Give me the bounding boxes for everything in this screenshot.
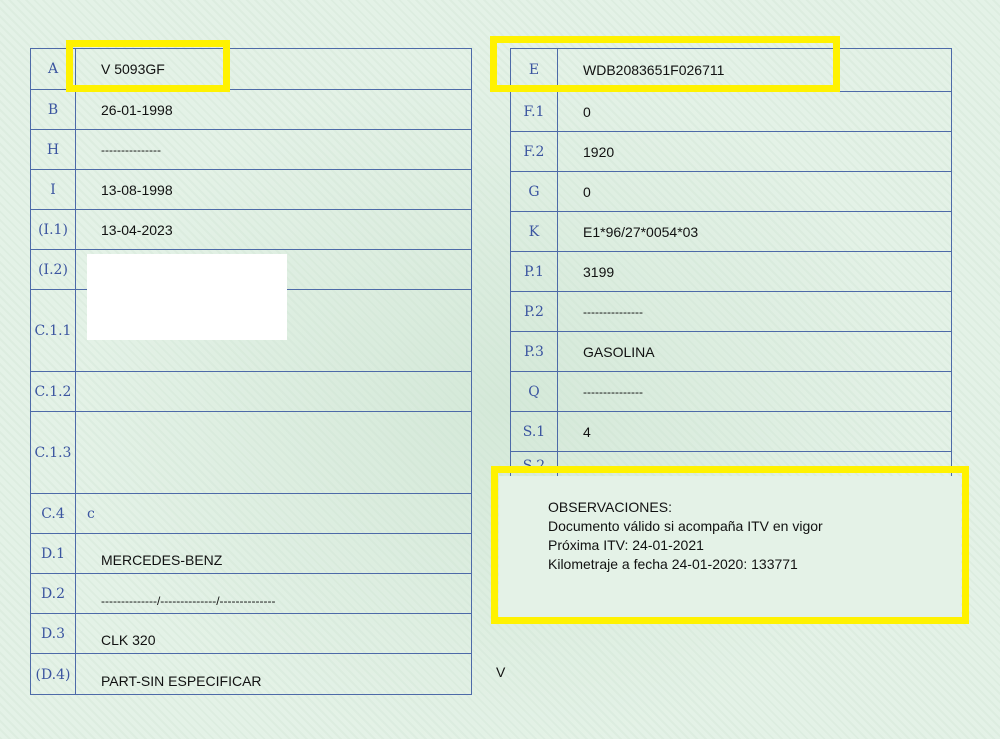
field-code-k: K: [511, 212, 558, 252]
table-row: [31, 129, 471, 170]
table-row: [511, 411, 951, 452]
table-row: [31, 573, 471, 614]
table-row: [511, 211, 951, 252]
field-code-d1: D.1: [31, 534, 76, 574]
field-value-s2: ---------------: [583, 460, 643, 474]
field-code-e: E: [511, 49, 558, 91]
field-value-p3: GASOLINA: [583, 344, 655, 360]
observaciones-line: Kilometraje a fecha 24-01-2020: 133771: [548, 556, 798, 572]
field-code-c11: C.1.1: [31, 290, 76, 372]
field-value-d2: --------------/--------------/--------------: [101, 594, 276, 608]
field-code-h: H: [31, 130, 76, 170]
field-value-f1: 0: [583, 104, 591, 120]
field-value-h: ---------------: [101, 143, 161, 157]
field-value-i: 13-08-1998: [101, 182, 173, 198]
field-code-s1: S.1: [511, 412, 558, 452]
field-code-c4: C.4: [31, 494, 76, 534]
table-row: [31, 209, 471, 250]
table-row: [511, 171, 951, 212]
field-value-i1: 13-04-2023: [101, 222, 173, 238]
table-row: [31, 89, 471, 130]
table-row: [31, 493, 471, 534]
field-value-q: ---------------: [583, 385, 643, 399]
field-value-p2: ---------------: [583, 305, 643, 319]
redacted-area: [87, 254, 287, 340]
table-row: [511, 251, 951, 292]
field-value-e: WDB2083651F026711: [583, 62, 725, 78]
field-value-d4: PART-SIN ESPECIFICAR: [101, 673, 262, 689]
field-code-d3: D.3: [31, 614, 76, 654]
field-code-g: G: [511, 172, 558, 212]
observaciones-line: Documento válido si acompaña ITV en vigor: [548, 518, 823, 534]
field-code-s2: S.2: [511, 452, 558, 492]
left-field-table: [30, 48, 472, 695]
field-code-i: I: [31, 170, 76, 210]
field-code-a: A: [31, 49, 76, 89]
field-value-p1: 3199: [583, 264, 615, 280]
field-value-c4: c: [87, 506, 95, 522]
field-code-i1: (I.1): [31, 210, 76, 250]
table-row: [511, 371, 951, 412]
table-row: [511, 131, 951, 172]
field-code-i2: (I.2): [31, 250, 76, 290]
highlight-box-observaciones: [491, 466, 969, 624]
highlight-box-plate: [66, 40, 230, 92]
field-code-p1: P.1: [511, 252, 558, 292]
table-row: [31, 411, 471, 494]
field-code-d2: D.2: [31, 574, 76, 614]
field-code-f1: F.1: [511, 92, 558, 132]
table-row: [511, 291, 951, 332]
field-code-c12: C.1.2: [31, 372, 76, 412]
table-row: [511, 331, 951, 372]
table-row: [31, 653, 471, 695]
table-row: [511, 91, 951, 132]
field-code-c13: C.1.3: [31, 412, 76, 494]
field-code-p3: P.3: [511, 332, 558, 372]
observaciones-heading: OBSERVACIONES:: [548, 499, 672, 515]
field-value-s1: 4: [583, 424, 591, 440]
right-field-table: [510, 48, 952, 492]
field-value-d3: CLK 320: [101, 632, 156, 648]
highlight-box-vin: [490, 36, 840, 92]
table-row: [31, 169, 471, 210]
field-value-b: 26-01-1998: [101, 102, 173, 118]
table-row: [31, 613, 471, 654]
field-code-f2: F.2: [511, 132, 558, 172]
observaciones-line: Próxima ITV: 24-01-2021: [548, 537, 704, 553]
field-value-k: E1*96/27*0054*03: [583, 224, 699, 240]
field-value-f2: 1920: [583, 144, 615, 160]
field-value-g: 0: [583, 184, 591, 200]
field-value-a: V 5093GF: [101, 61, 165, 77]
field-code-p2: P.2: [511, 292, 558, 332]
v-mark: V: [496, 664, 506, 680]
field-code-q: Q: [511, 372, 558, 412]
table-row: [31, 533, 471, 574]
field-code-b: B: [31, 90, 76, 130]
field-value-d1: MERCEDES-BENZ: [101, 552, 223, 568]
field-code-d4: (D.4): [31, 654, 76, 695]
table-row: [31, 371, 471, 412]
